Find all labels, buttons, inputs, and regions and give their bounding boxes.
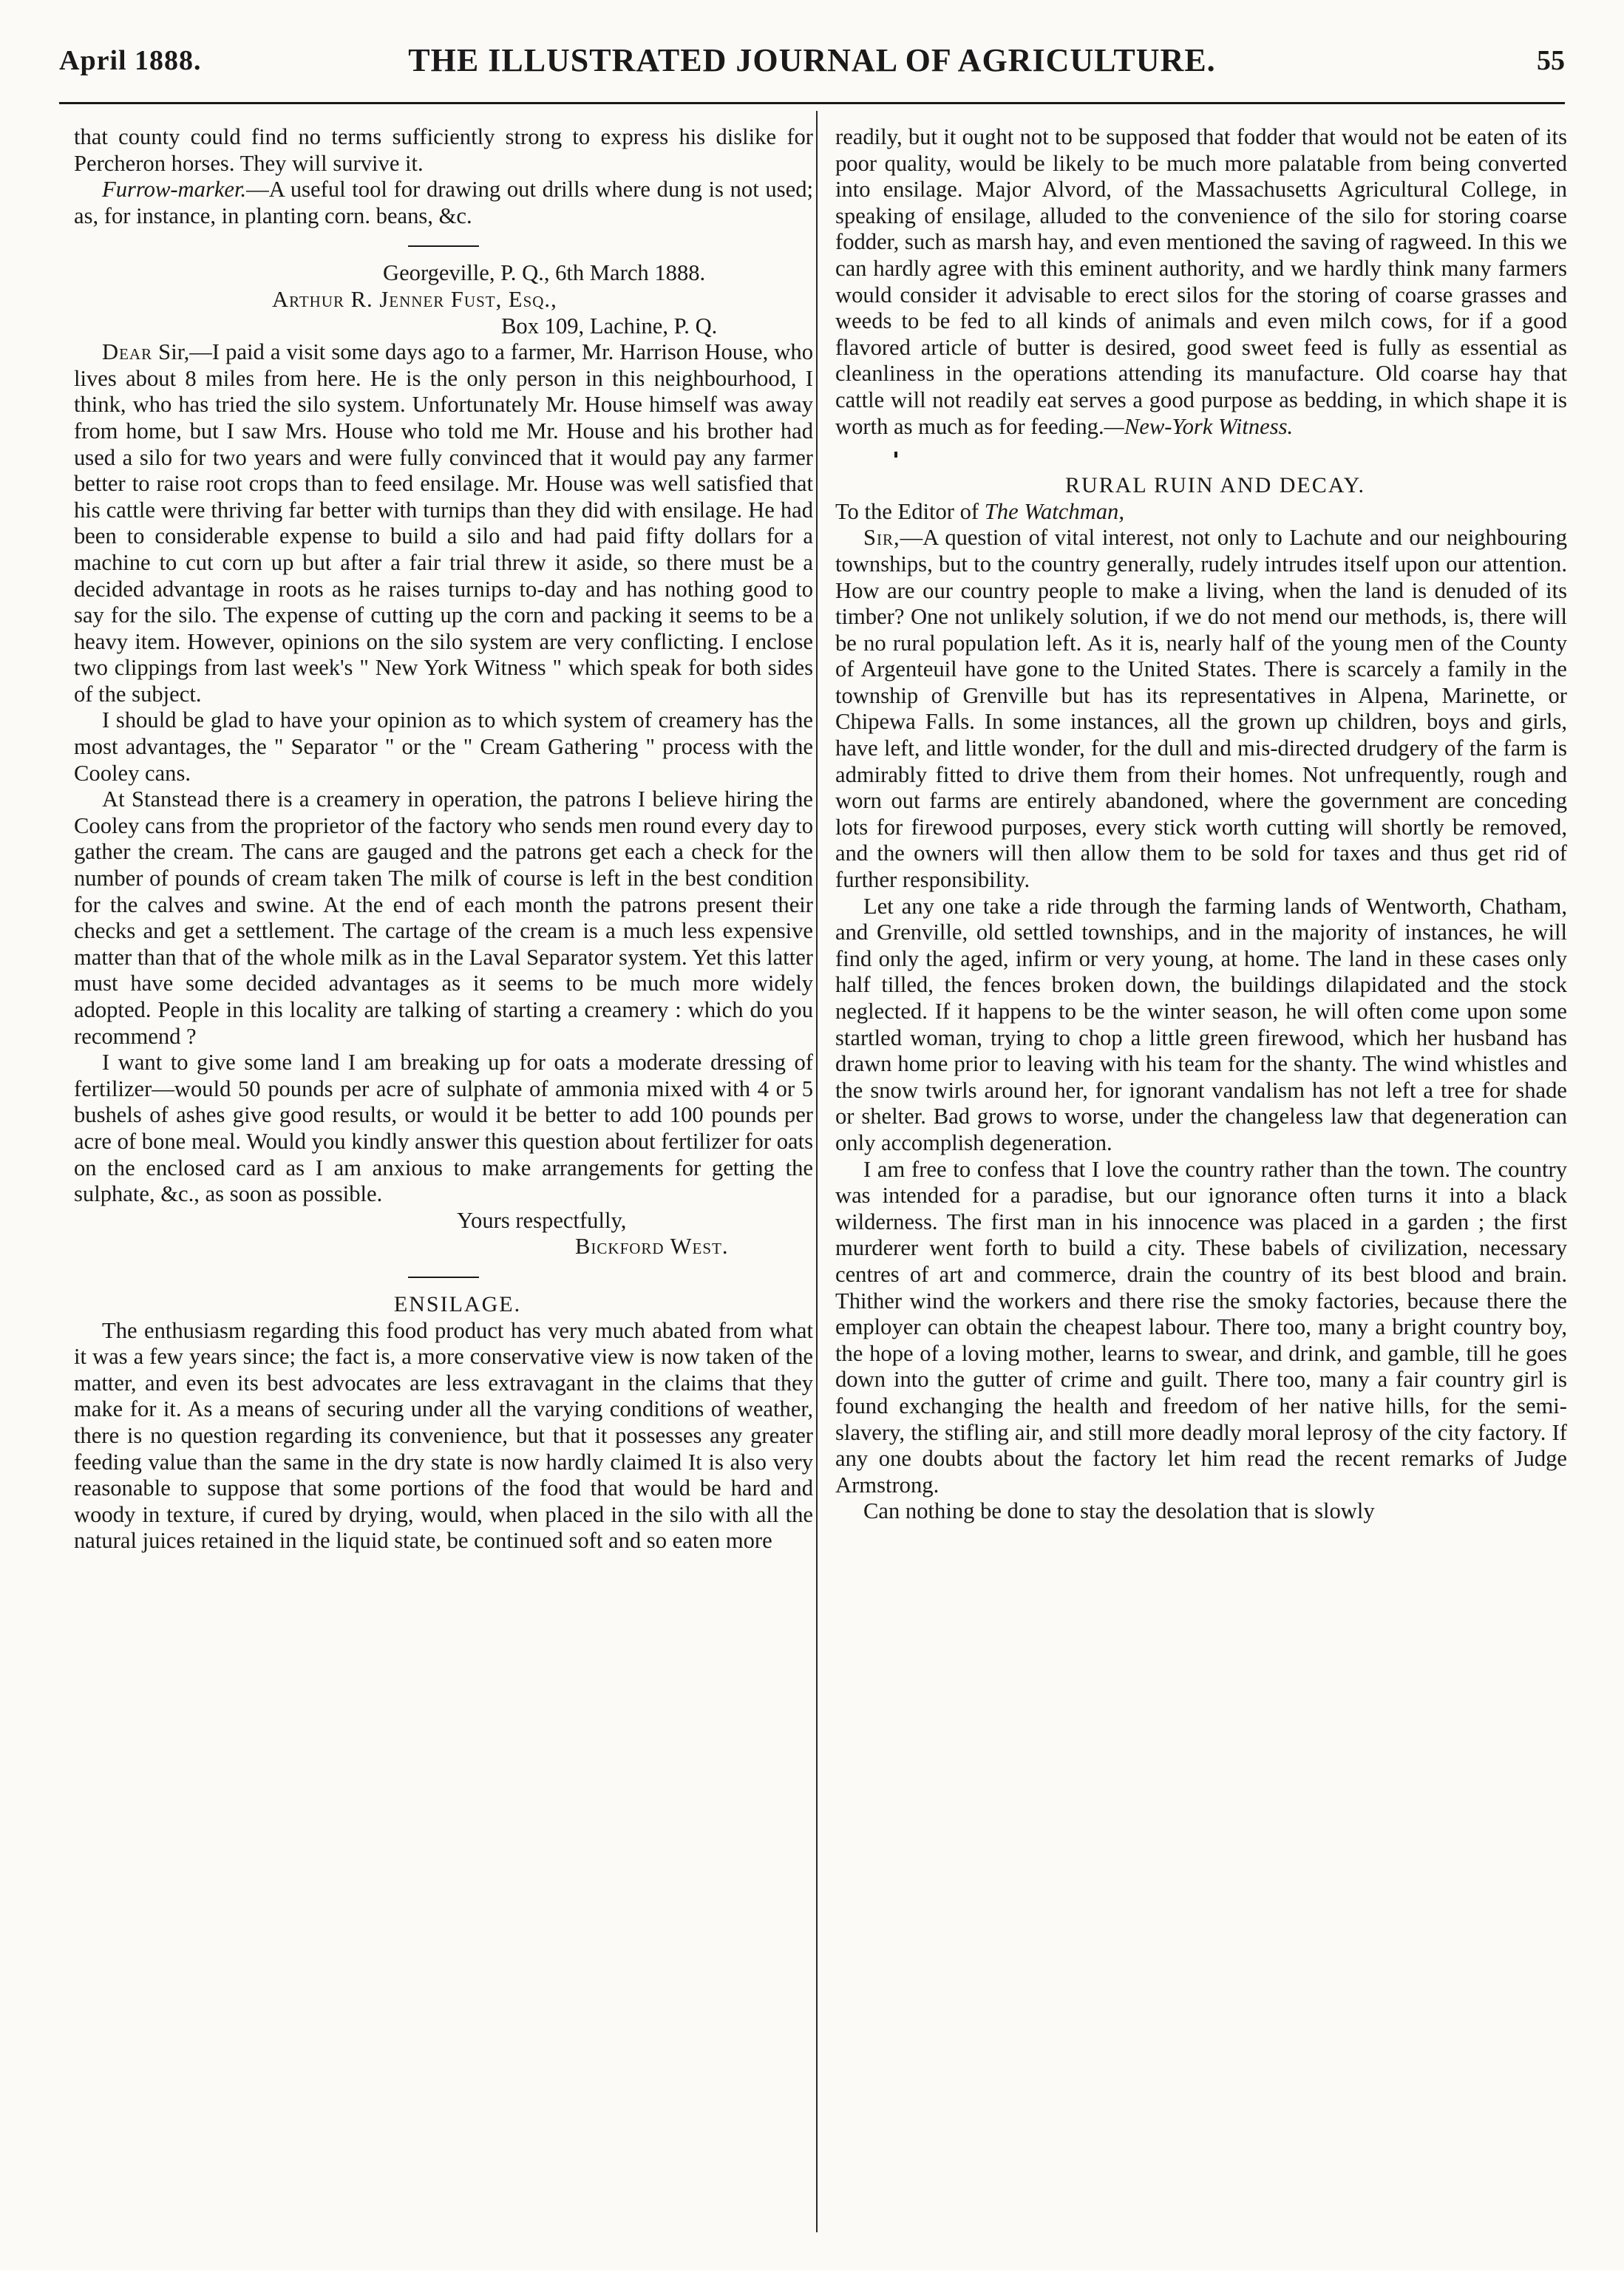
letter-addressee: Arthur R. Jenner Fust, Esq.,: [272, 286, 557, 312]
section-rule: [894, 452, 897, 458]
article-text: —A question of vital interest, not only to Lachute and our neighbouring townships, but to the country generally, rudely intrudes itself upon our attention. How are our country people to make a living, when the land is denuded of its timber? One not unlikely solution, if we do not mend our methods, is, there will be no rural population left. As it is, nearly half of the young men of the County of Argenteuil have gone to the United States. There is scarcely a family in the township of Grenville but has its representatives in Alpena, Marinette, or Chipewa Falls. In some instances, all the grown up children, boys and girls, have left, and little wonder, for the dull and mis-directed drudgery of the farm is admirably fitted to drive them from their homes. Not unfrequently, rough and worn out farms are entirely abandoned, where the government are conceding lots for firewood purposes, every stick worth cutting will shortly be removed, and the owners will then allow them to be sold for taxes and thus get rid of further responsibility.: [835, 525, 1567, 893]
salutation: Dear: [102, 339, 153, 365]
section-title-rural-ruin: RURAL RUIN AND DECAY.: [1065, 473, 1365, 498]
journal-title: THE ILLUSTRATED JOURNAL OF AGRICULTURE.: [408, 42, 1216, 78]
letter-place-date: Georgeville, P. Q., 6th March 1888.: [383, 260, 706, 286]
section-rule: [408, 245, 479, 247]
editor-address-text: To the Editor of: [835, 498, 979, 524]
header-rule: [59, 102, 1565, 104]
column-divider: [816, 111, 818, 2232]
issue-date: April 1888.: [59, 45, 202, 76]
article-source: —New-York Witness.: [1104, 413, 1294, 439]
term-definition: —A useful tool for drawing out drills where dung is not used; as, for instance, in planting corn. beans, &c.: [74, 177, 813, 228]
salutation: Sir,: [863, 525, 900, 551]
letter-paragraph: At Stanstead there is a creamery in operation, the patrons I believe hiring the Cooley cans from the proprietor of the factory who sends men round every day to gather the cream. The cans are gauged and the patrons get each a check for the number of pounds of cream taken The milk of course is left in the best condition for the calves and swine. At the end of each month the patrons present their checks and get a settlement. The cartage of the cream is a much less expensive matter than that of the whole milk as in the Laval Separator system. Yet this latter must have some decided advantages as it seems to be much more widely adopted. People in this locality are talking of starting a creamery : which do you recommend ?: [74, 786, 813, 1049]
right-column: [835, 124, 1567, 2238]
section-title-ensilage: ENSILAGE.: [393, 1291, 522, 1316]
article-paragraph: I am free to confess that I love the country rather than the town. The country was intended for a paradise, but our ignorance often turns it into a black wilderness. The first man in his innocence was placed in a garden ; the first murderer went forth to build a city. These babels of civilization, necessary centres of art and commerce, drain the country of its best blood and brain. Thither wind the workers and there rise the smoky factories, because there the employer can obtain the cheapest labour. There too, many a bright country boy, the hope of a loving mother, learns to swear, and drink, and gamble, till he goes down into the gutter of crime and guilt. There too, many a fair country girl is found exchanging the health and freedom of her native hills, for the semi-slavery, the stifling air, and still more deadly moral leprosy of the city factory. If any one doubts about the factory let him read the recent remarks of Judge Armstrong.: [835, 1156, 1567, 1498]
letter-paragraph: I should be glad to have your opinion as to which system of creamery has the most advantages, the " Separator " or the " Cream Gathering " process with the Cooley cans.: [74, 707, 813, 786]
letter-paragraph: I want to give some land I am breaking up for oats a moderate dressing of fertilizer—would 50 pounds per acre of sulphate of ammonia mixed with 4 or 5 bushels of ashes give good results, or would it be better to add 100 pounds per acre of bone meal. Would you kindly answer this question about fertilizer for oats on the enclosed card as I am anxious to make arrangements for getting the sulphate, &c., as soon as possible.: [74, 1050, 813, 1207]
page-number: 55: [1537, 45, 1565, 76]
article-paragraph: The enthusiasm regarding this food product has very much abated from what it was a few years since; the fact is, a more conservative view is now taken of the matter, and even its best advocates are less extravagant in the claims that they make for it. As a means of securing under all the varying conditions of weather, there is no question regarding its convenience, but that it possesses any greater feeding value than the same in the dry state is now hardly claimed It is also very reasonable to suppose that some portions of the food that would be hard and woody in texture, if cured by drying, would, when placed in the silo with all the natural juices retained in the liquid state, be continued soft and so eaten more: [74, 1317, 813, 1554]
article-text: readily, but it ought not to be supposed that fodder that would not be eaten of its poor quality, would be likely to be much more palatable from being converted into ensilage. Major Alvord, of the Massachusetts Agricultural College, in speaking of ensilage, alluded to the convenience of the silo for storing coarse fodder, such as marsh hay, and even mentioned the saving of ragweed. In this we can hardly agree with this eminent authority, and we hardly think many farmers would consider it advisable to erect silos for the storing of coarse grasses and weeds to be fed to all kinds of animals and even milch cows, for if a good flavored article of butter is desired, good sweet feed is fully as essential as cleanliness in the operations attending its manufacture. Old coarse hay that cattle will not readily eat serves a good purpose as bedding, in which shape it is worth as much as for feeding.: [835, 124, 1567, 439]
letter-signature: Bickford West.: [575, 1234, 729, 1260]
letter-closing: Yours respectfully,: [457, 1207, 627, 1233]
paragraph: that county could find no terms sufficiently strong to express his dislike for Percheron horses. They will survive it.: [74, 124, 813, 176]
letter-text: Sir,—I paid a visit some days ago to a farmer, Mr. Harrison House, who lives about 8 miles from here. He is the only person in this neighbourhood, I think, who has tried the silo system. Unfortunately Mr. House himself was away from home, but I saw Mrs. House who told me Mr. House and his brother had used a silo for two years and were fully convinced that it would pay any farmer better to raise root crops than to feed ensilage. Mr. House was well satisfied that his cattle were thriving far better with turnips than they did with ensilage. He had been to considerable expense to build a silo and had paid fifty dollars for a machine to cut corn up but after a fair trial threw it aside, so there must be a decided advantage in roots as he raises turnips to-day and has nothing good to say for the silo. The expense of cutting up the corn and packing it seems to be a heavy item. However, opinions on the silo system are very conflicting. I enclose two clippings from last week's " New York Witness " which speak for both sides of the subject.: [74, 339, 813, 707]
newspaper-name: The Watchman,: [984, 498, 1125, 524]
left-column: [74, 124, 813, 2238]
section-rule: [408, 1277, 479, 1278]
article-paragraph: Let any one take a ride through the farming lands of Wentworth, Chatham, and Grenville, old settled townships, and in the majority of instances, he will find only the aged, infirm or very young, at home. The land in these cases only half tilled, the fences broken down, the buildings dilapidated and the stock neglected. If it happens to be the winter season, he will often come upon some startled woman, trying to chop a little green firewood, which her husband has drawn home prior to leaving with his team for the shanty. The wind whistles and the snow twirls around her, for ignorant vandalism has not left a tree for shade or shelter. Bad grows to worse, under the changeless law that degeneration can only accomplish degeneration.: [835, 893, 1567, 1155]
paragraph: [74, 177, 813, 229]
editor-address: [835, 499, 1567, 526]
article-paragraph: [835, 525, 1567, 893]
letter-paragraph: [74, 339, 813, 707]
term: Furrow-marker.: [102, 177, 247, 203]
page-header: [59, 40, 1565, 93]
article-paragraph: [835, 124, 1567, 440]
letter-address: Box 109, Lachine, P. Q.: [501, 313, 718, 339]
article-paragraph: Can nothing be done to stay the desolation that is slowly: [863, 1498, 1375, 1524]
